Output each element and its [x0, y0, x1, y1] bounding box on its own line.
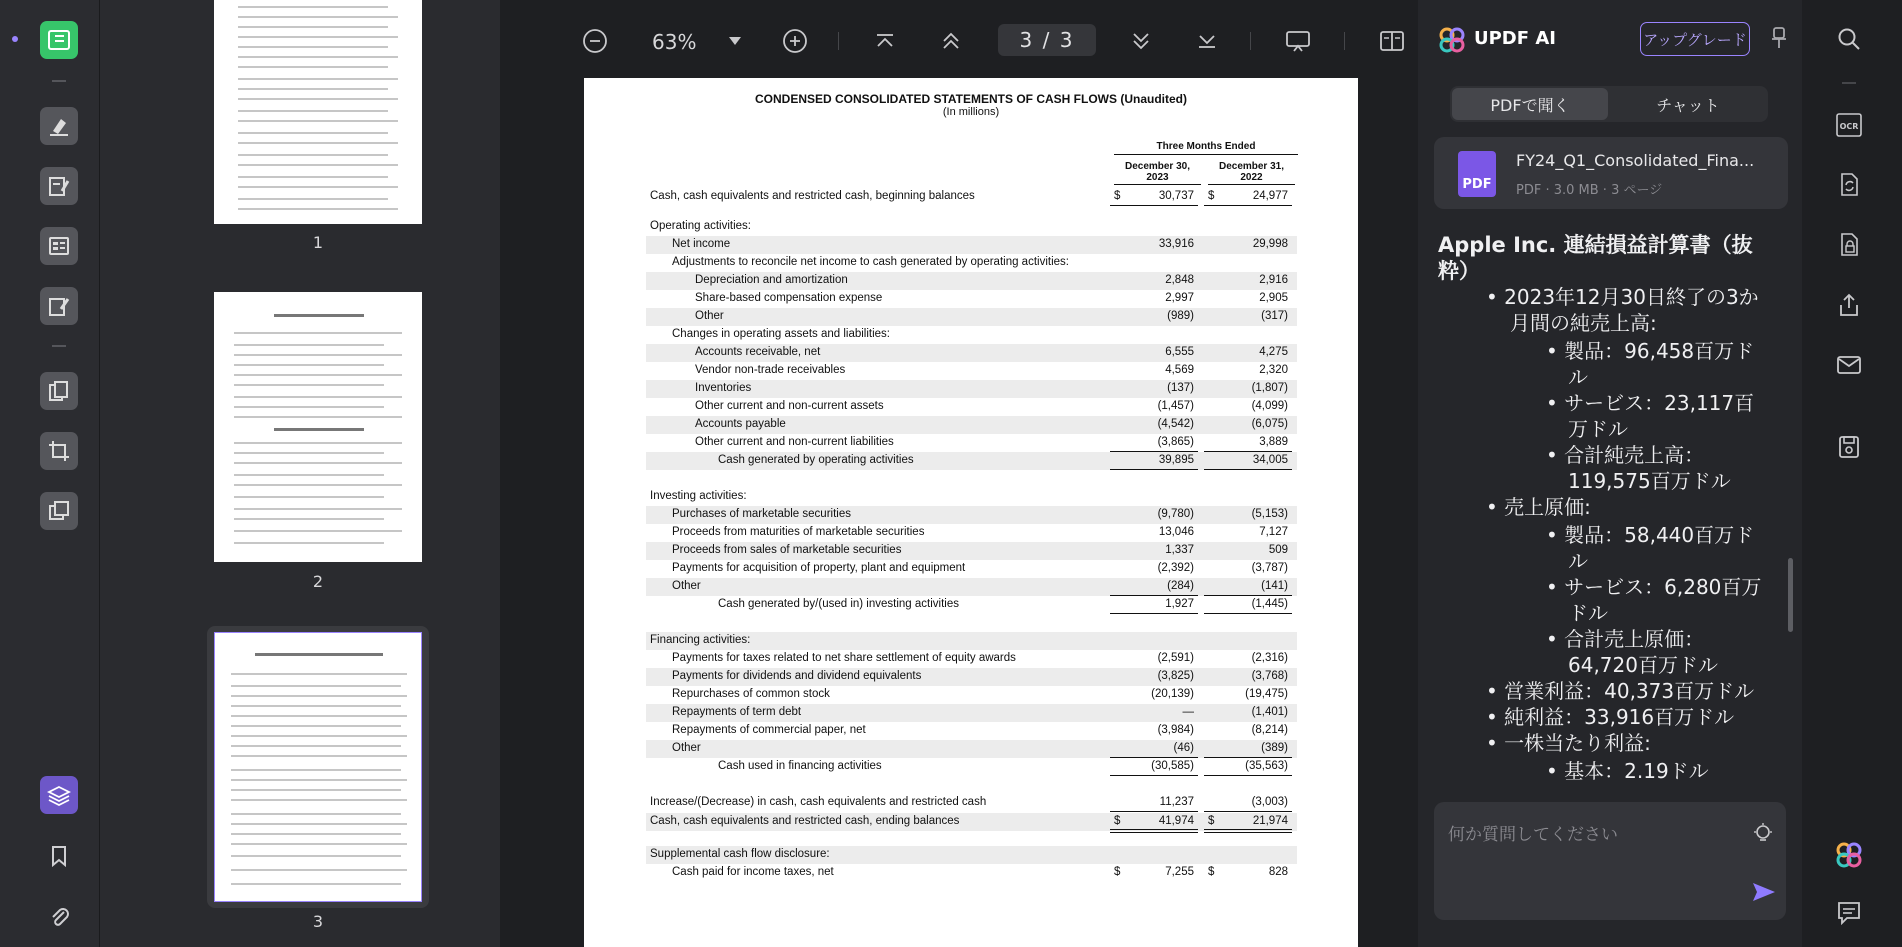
- value-2022: 2,916: [1259, 274, 1288, 286]
- response-line: 64,720百万ドル: [1568, 653, 1718, 677]
- table-row: [646, 398, 1297, 416]
- comments-button[interactable]: [1834, 898, 1864, 928]
- value-2022: (141): [1261, 580, 1288, 592]
- response-line: • 純利益：33,916百万ドル: [1486, 705, 1735, 729]
- reader-mode-button[interactable]: [40, 21, 78, 59]
- value-2023: 7,255: [1165, 866, 1194, 878]
- ai-mode-tabs: [1450, 86, 1768, 122]
- underline-rule: [1204, 469, 1292, 470]
- previous-page-button[interactable]: [938, 26, 964, 56]
- attachment-button[interactable]: [46, 903, 72, 929]
- table-row: [646, 596, 1297, 614]
- double-underline-rule: [1110, 829, 1198, 833]
- layers-button[interactable]: [40, 776, 78, 814]
- table-row: [646, 344, 1297, 362]
- last-page-icon: [1197, 33, 1217, 49]
- value-2023: (1,457): [1157, 400, 1194, 412]
- underline-rule: [1204, 811, 1292, 812]
- response-line: • 合計純売上高：: [1546, 443, 1705, 467]
- response-line: • サービス：23,117百: [1546, 391, 1755, 415]
- pen-sign-icon: [47, 295, 71, 317]
- row-label: Accounts receivable, net: [695, 346, 821, 358]
- updf-ai-logo-icon: [1438, 26, 1466, 54]
- value-2022: 21,974: [1252, 815, 1288, 827]
- value-2023: (46): [1173, 742, 1194, 754]
- highlighter-icon: [47, 115, 71, 137]
- comment-icon: [1837, 901, 1861, 925]
- value-2022: (1,807): [1251, 382, 1288, 394]
- row-label: Proceeds from maturities of marketable securities: [672, 526, 925, 538]
- row-label: Proceeds from sales of marketable securities: [672, 544, 902, 556]
- zoom-level[interactable]: 63%: [652, 30, 697, 54]
- thumbnail-label-2: 2: [312, 572, 324, 591]
- first-page-button[interactable]: [872, 26, 898, 56]
- value-2022: (1,401): [1251, 706, 1288, 718]
- value-2023: (9,780): [1157, 508, 1194, 520]
- row-label: Repayments of term debt: [672, 706, 802, 718]
- value-2022: 3,889: [1259, 436, 1288, 448]
- table-row: [646, 188, 1297, 206]
- row-label: Share-based compensation expense: [695, 292, 883, 304]
- row-label: Accounts payable: [695, 418, 786, 430]
- response-line: • 基本：2.19ドル: [1546, 759, 1709, 783]
- value-2023: (20,139): [1151, 688, 1194, 700]
- row-label: Supplemental cash flow disclosure:: [650, 848, 830, 860]
- value-2022: 2,905: [1259, 292, 1288, 304]
- svg-text:OCR: OCR: [1839, 122, 1859, 131]
- value-2022: (389): [1261, 742, 1288, 754]
- presentation-button[interactable]: [1284, 26, 1312, 56]
- row-label: Purchases of marketable securities: [672, 508, 851, 520]
- value-2022: (3,768): [1251, 670, 1288, 682]
- response-line: • 一株当たり利益:: [1486, 731, 1651, 755]
- value-2022: (5,153): [1251, 508, 1288, 520]
- value-2023: 39,895: [1158, 454, 1194, 466]
- email-button[interactable]: [1834, 350, 1864, 380]
- underline-rule: [1204, 775, 1292, 776]
- response-line: • 製品：58,440百万ド: [1546, 523, 1755, 547]
- updf-ai-button[interactable]: [1834, 840, 1864, 870]
- ocr-icon: [1836, 113, 1862, 137]
- response-line: • サービス：6,280百万: [1546, 575, 1762, 599]
- page-layout-button[interactable]: [1378, 26, 1406, 56]
- first-page-icon: [875, 33, 895, 49]
- value-2023: 6,555: [1165, 346, 1194, 358]
- thumbnail-panel: [100, 0, 500, 947]
- response-line: • 製品：96,458百万ド: [1546, 339, 1755, 363]
- mail-icon: [1837, 355, 1861, 375]
- value-2023: 1,337: [1165, 544, 1194, 556]
- column-header-2022: December 31, 2022: [1208, 161, 1295, 185]
- crop-pages-button[interactable]: [40, 432, 78, 470]
- response-line: ル: [1568, 549, 1588, 573]
- share-button[interactable]: [1834, 290, 1864, 320]
- response-line: • 営業利益：40,373百万ドル: [1486, 679, 1755, 703]
- value-2023: 2,997: [1165, 292, 1194, 304]
- layers-icon: [47, 500, 71, 522]
- row-label: Cash used in financing activities: [718, 760, 882, 772]
- response-line: 119,575百万ドル: [1568, 469, 1731, 493]
- row-label: Investing activities:: [650, 490, 747, 502]
- fill-sign-button[interactable]: [40, 287, 78, 325]
- row-label: Other: [672, 742, 701, 754]
- value-2022: (4,099): [1251, 400, 1288, 412]
- table-row: [646, 290, 1297, 308]
- column-header-2023: December 30, 2023: [1114, 161, 1201, 185]
- dollar-sign: $: [1114, 190, 1121, 202]
- response-line: 粋）: [1438, 259, 1480, 283]
- table-row: [646, 416, 1297, 434]
- dollar-sign: $: [1208, 866, 1215, 878]
- convert-button[interactable]: [1834, 170, 1864, 200]
- status-dot: [12, 36, 18, 42]
- response-line: 月間の純売上高:: [1510, 311, 1657, 335]
- row-label: Other: [695, 310, 724, 322]
- lock-document-icon: [1837, 232, 1861, 258]
- ai-assistant-panel: [1418, 0, 1802, 947]
- table-row: [646, 218, 1297, 236]
- table-row: [646, 308, 1297, 326]
- comment-tool-button[interactable]: [40, 107, 78, 145]
- response-line: • 合計売上原価：: [1546, 627, 1705, 651]
- table-row: [646, 758, 1297, 776]
- stack-icon: [47, 784, 71, 806]
- table-row: [646, 740, 1297, 758]
- table-row: [646, 864, 1297, 882]
- value-2023: 1,927: [1165, 598, 1194, 610]
- pages-icon: [47, 380, 71, 402]
- presentation-icon: [1285, 30, 1311, 52]
- value-2023: (989): [1167, 310, 1194, 322]
- row-label: Other: [672, 580, 701, 592]
- tab-ask-pdf[interactable]: PDFで聞く: [1452, 88, 1608, 120]
- double-chevron-down-icon: [1131, 32, 1151, 50]
- table-row: [646, 813, 1297, 831]
- rail-divider: [52, 80, 66, 82]
- value-2023: (3,984): [1157, 724, 1194, 736]
- value-2023: 13,046: [1158, 526, 1194, 538]
- value-2022: (35,563): [1245, 760, 1288, 772]
- statement-title: CONDENSED CONSOLIDATED STATEMENTS OF CASH FLOWS (Unaudited): [755, 92, 1187, 106]
- protect-pdf-button[interactable]: [40, 492, 78, 530]
- value-2022: 34,005: [1252, 454, 1288, 466]
- search-button[interactable]: [1834, 24, 1864, 54]
- value-2022: 2,320: [1259, 364, 1288, 376]
- save-icon: [1838, 435, 1860, 459]
- dollar-sign: $: [1208, 815, 1215, 827]
- row-label: Cash generated by/(used in) investing activities: [718, 598, 959, 610]
- question-input[interactable]: [1434, 802, 1786, 920]
- edit-pdf-button[interactable]: [40, 167, 78, 205]
- row-label: Operating activities:: [650, 220, 751, 232]
- page-number-input[interactable]: 3 / 3: [998, 24, 1096, 56]
- row-label: Financing activities:: [650, 634, 751, 646]
- underline-rule: [1204, 205, 1292, 206]
- send-button[interactable]: [1752, 882, 1776, 906]
- value-2023: 33,916: [1158, 238, 1194, 250]
- value-2023: 4,569: [1165, 364, 1194, 376]
- row-label: Vendor non-trade receivables: [695, 364, 846, 376]
- toolbar-divider: [838, 32, 839, 50]
- zoom-in-icon: [782, 28, 808, 54]
- file-meta: PDF · 3.0 MB · 3 ページ: [1516, 183, 1663, 198]
- left-tool-rail: [0, 0, 100, 947]
- rail-divider: [52, 345, 66, 347]
- response-line: ドル: [1568, 601, 1608, 625]
- table-row: [646, 542, 1297, 560]
- value-2023: 11,237: [1159, 796, 1194, 808]
- value-2023: (3,825): [1157, 670, 1194, 682]
- protect-button[interactable]: [1834, 230, 1864, 260]
- next-page-button[interactable]: [1128, 26, 1154, 56]
- convert-icon: [1837, 172, 1861, 198]
- response-line: • 売上原価:: [1486, 495, 1591, 519]
- question-placeholder: 何か質問してください: [1448, 825, 1618, 845]
- bookmark-button[interactable]: [46, 843, 72, 869]
- table-row: [646, 524, 1297, 542]
- row-label: Repurchases of common stock: [672, 688, 830, 700]
- value-2022: (2,316): [1251, 652, 1288, 664]
- table-row: [646, 722, 1297, 740]
- statement-subtitle: (In millions): [942, 106, 1000, 118]
- toolbar-divider: [1250, 32, 1251, 50]
- value-2022: (19,475): [1245, 688, 1288, 700]
- table-row: [646, 236, 1297, 254]
- row-label: Depreciation and amortization: [695, 274, 848, 286]
- response-line: • 2023年12月30日終了の3か: [1486, 285, 1759, 309]
- updf-ai-icon: [1835, 841, 1863, 869]
- lightbulb-icon: [1752, 822, 1774, 844]
- row-label: Inventories: [695, 382, 752, 394]
- pin-icon: [1770, 26, 1788, 50]
- double-chevron-up-icon: [941, 32, 961, 50]
- table-row: [646, 272, 1297, 290]
- thumbnail-label-1: 1: [312, 233, 324, 252]
- paperclip-icon: [48, 905, 70, 927]
- value-2023: 30,737: [1158, 190, 1194, 202]
- row-label: Payments for dividends and dividend equivalents: [672, 670, 922, 682]
- value-2022: (6,075): [1251, 418, 1288, 430]
- toolbar-divider: [1344, 32, 1345, 50]
- underline-rule: [1110, 613, 1198, 614]
- table-row: [646, 650, 1297, 668]
- zoom-out-icon: [582, 28, 608, 54]
- value-2022: (3,787): [1251, 562, 1288, 574]
- value-2022: (317): [1261, 310, 1288, 322]
- row-label: Net income: [672, 238, 731, 250]
- dollar-sign: $: [1114, 815, 1121, 827]
- table-row: [646, 488, 1297, 506]
- row-label: Adjustments to reconcile net income to cash generated by operating activities:: [672, 256, 1069, 268]
- row-label: Cash, cash equivalents and restricted cash, ending balances: [650, 815, 960, 827]
- row-label: Repayments of commercial paper, net: [672, 724, 866, 736]
- table-row: [646, 506, 1297, 524]
- response-line: ル: [1568, 365, 1588, 389]
- send-icon: [1752, 882, 1776, 902]
- table-row: [646, 326, 1297, 344]
- pdf-file-icon: PDF: [1458, 151, 1496, 197]
- table-row: [646, 668, 1297, 686]
- dollar-sign: $: [1114, 866, 1121, 878]
- underline-rule: [1204, 613, 1292, 614]
- ai-response: [1438, 220, 1766, 785]
- thumbnail-page-1[interactable]: [214, 0, 422, 224]
- row-label: Payments for taxes related to net share settlement of equity awards: [672, 652, 1016, 664]
- table-row: [646, 578, 1297, 596]
- table-row: [646, 846, 1297, 864]
- value-2022: (1,445): [1251, 598, 1288, 610]
- search-icon: [1837, 27, 1861, 51]
- value-2023: —: [1182, 706, 1194, 718]
- value-2023: (137): [1167, 382, 1194, 394]
- share-icon: [1837, 293, 1861, 317]
- rail-divider: [1842, 82, 1856, 84]
- dollar-sign: $: [1208, 190, 1215, 202]
- zoom-in-button[interactable]: [780, 26, 810, 56]
- table-row: [646, 434, 1297, 452]
- crop-icon: [47, 440, 71, 462]
- column-group-header: Three Months Ended: [1114, 141, 1298, 155]
- value-2023: 41,974: [1158, 815, 1194, 827]
- value-2022: 29,998: [1252, 238, 1288, 250]
- double-underline-rule: [1204, 829, 1292, 833]
- value-2023: (284): [1167, 580, 1194, 592]
- pdf-page: [584, 78, 1358, 947]
- row-label: Increase/(Decrease) in cash, cash equivalents and restricted cash: [650, 796, 987, 808]
- attached-file-card[interactable]: [1434, 137, 1788, 209]
- ai-panel-title: UPDF AI: [1474, 28, 1556, 49]
- right-tool-rail: [1802, 0, 1902, 947]
- response-line: 万ドル: [1568, 417, 1628, 441]
- value-2023: (2,591): [1157, 652, 1194, 664]
- pin-panel-button[interactable]: [1770, 26, 1788, 54]
- row-label: Changes in operating assets and liabilities:: [672, 328, 890, 340]
- table-row: [646, 686, 1297, 704]
- upgrade-button[interactable]: アップグレード: [1640, 22, 1750, 56]
- thumbnail-page-2[interactable]: [214, 292, 422, 562]
- form-tool-button[interactable]: [40, 227, 78, 265]
- file-name: FY24_Q1_Consolidated_Fina...: [1516, 151, 1755, 170]
- edit-document-icon: [47, 175, 71, 197]
- value-2022: (8,214): [1251, 724, 1288, 736]
- prompt-suggestions-button[interactable]: [1752, 822, 1774, 848]
- table-row: [646, 794, 1297, 812]
- form-icon: [47, 235, 71, 257]
- ocr-button[interactable]: [1834, 110, 1864, 140]
- organize-pages-button[interactable]: [40, 372, 78, 410]
- zoom-out-button[interactable]: [580, 26, 610, 56]
- value-2023: (30,585): [1151, 760, 1194, 772]
- ai-panel-scrollbar[interactable]: [1788, 558, 1793, 632]
- table-row: [646, 632, 1297, 650]
- table-row: [646, 704, 1297, 722]
- value-2022: (3,003): [1251, 796, 1288, 808]
- value-2023: (3,865): [1157, 436, 1194, 448]
- row-label: Cash generated by operating activities: [718, 454, 914, 466]
- chevron-down-icon: [729, 37, 741, 45]
- thumbnail-label-3: 3: [312, 912, 324, 931]
- row-label: Cash paid for income taxes, net: [672, 866, 834, 878]
- save-button[interactable]: [1834, 432, 1864, 462]
- value-2022: 7,127: [1259, 526, 1288, 538]
- value-2022: 4,275: [1259, 346, 1288, 358]
- bookmark-icon: [50, 845, 68, 867]
- response-line: Apple Inc. 連結損益計算書（抜: [1438, 233, 1753, 257]
- last-page-button[interactable]: [1194, 26, 1220, 56]
- table-row: [646, 380, 1297, 398]
- zoom-dropdown-button[interactable]: [726, 26, 744, 56]
- thumbnail-page-3[interactable]: [214, 632, 422, 902]
- two-page-icon: [1379, 30, 1405, 52]
- row-label: Payments for acquisition of property, plant and equipment: [672, 562, 966, 574]
- underline-rule: [1110, 775, 1198, 776]
- row-label: Cash, cash equivalents and restricted cash, beginning balances: [650, 190, 975, 202]
- tab-chat[interactable]: チャット: [1656, 95, 1720, 115]
- table-row: [646, 452, 1297, 470]
- value-2022: 509: [1268, 544, 1288, 556]
- underline-rule: [1110, 205, 1198, 206]
- table-row: [646, 362, 1297, 380]
- value-2023: 2,848: [1165, 274, 1194, 286]
- table-row: [646, 560, 1297, 578]
- row-label: Other current and non-current assets: [695, 400, 884, 412]
- value-2022: 828: [1268, 866, 1288, 878]
- underline-rule: [1110, 811, 1198, 812]
- table-row: [646, 254, 1297, 272]
- row-label: Other current and non-current liabilities: [695, 436, 894, 448]
- value-2022: 24,977: [1252, 190, 1288, 202]
- underline-rule: [1110, 469, 1198, 470]
- value-2023: (2,392): [1157, 562, 1194, 574]
- book-icon: [47, 29, 71, 51]
- value-2023: (4,542): [1157, 418, 1194, 430]
